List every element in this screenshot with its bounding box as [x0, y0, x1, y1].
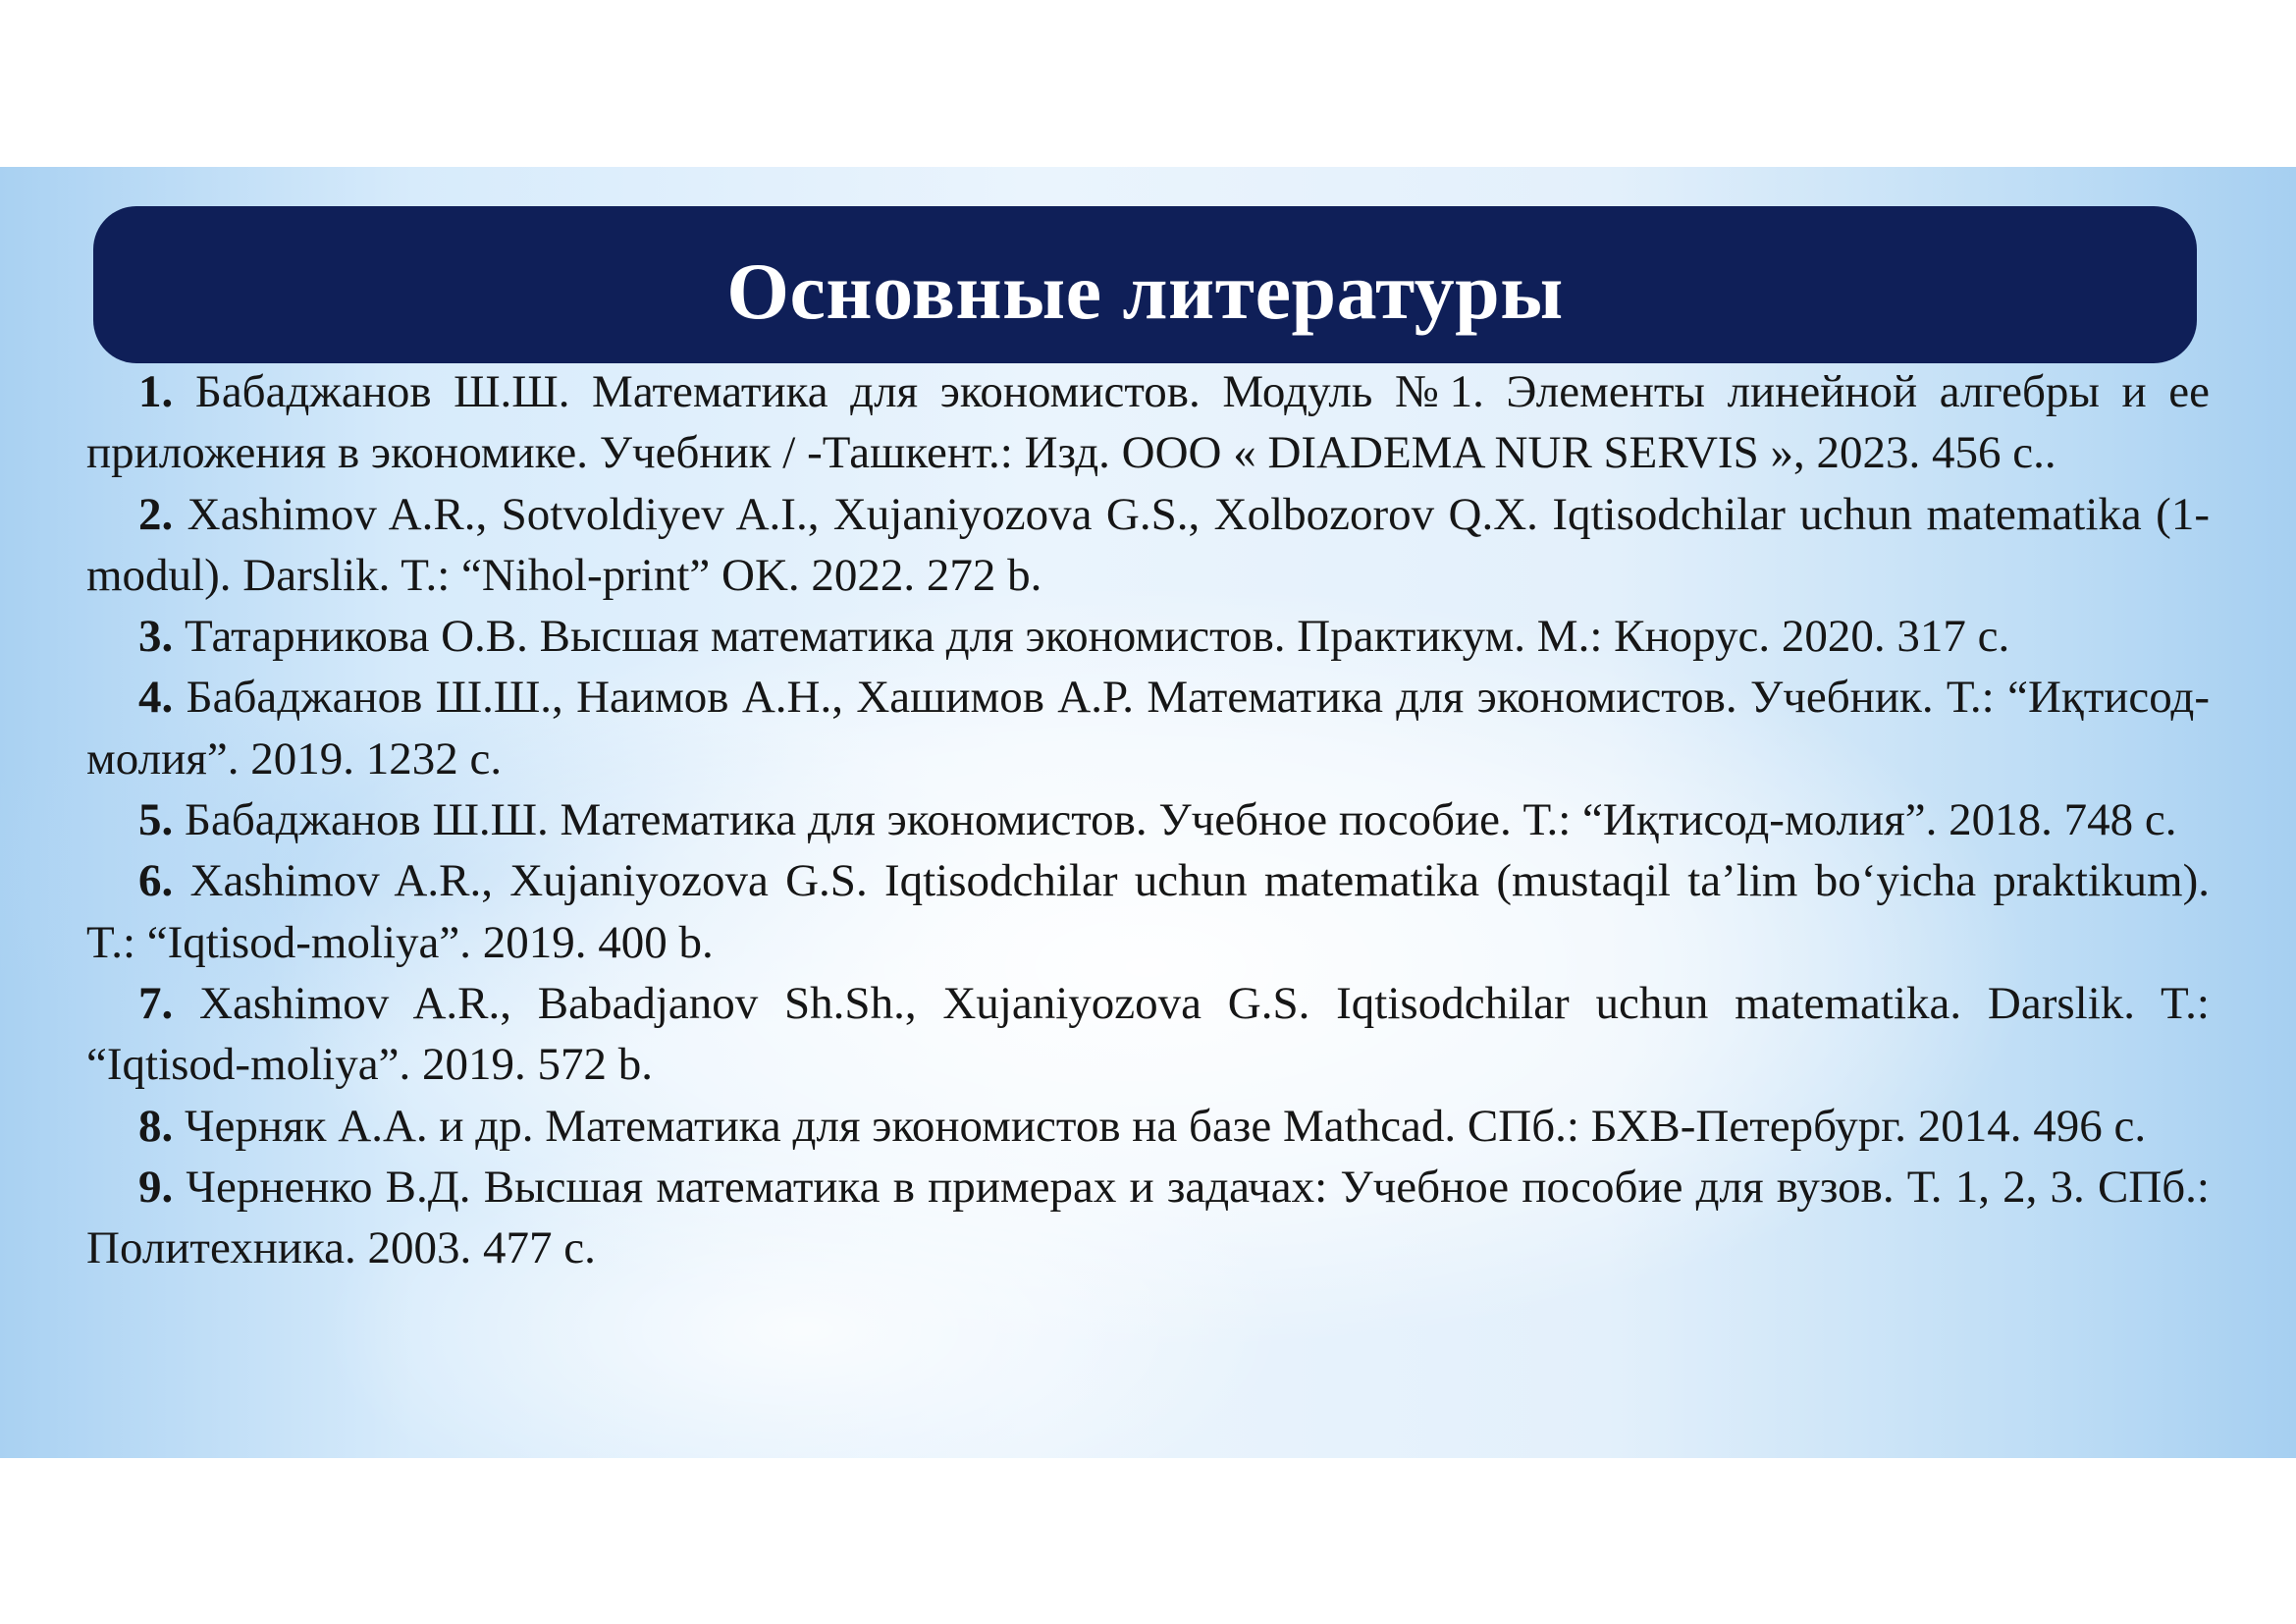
reference-item [86, 1157, 2210, 1279]
reference-text: Бабаджанов Ш.Ш. Математика для экономистов. Учебное пособие. Т.: “Иқтисод-молия”. 2018. 748 с. [173, 794, 2177, 846]
reference-text: Черняк А.А. и др. Математика для экономистов на базе Mathcad. СПб.: БХВ-Петербург. 2014. 496 с. [173, 1100, 2147, 1152]
reference-list [86, 361, 2210, 1278]
reference-item [86, 789, 2210, 850]
reference-number: 5. [138, 794, 174, 846]
reference-item [86, 606, 2210, 667]
reference-text: Xashimov A.R., Babadjanov Sh.Sh., Xujaniyozova G.S. Iqtisodchilar uchun matematika. Darslik. T.: “Iqtisod-moliya”. 2019. 572 b. [86, 977, 2210, 1091]
slide [0, 167, 2296, 1458]
reference-item [86, 667, 2210, 789]
reference-text: Xashimov A.R., Xujaniyozova G.S. Iqtisodchilar uchun matematika (mustaqil ta’lim bo‘yicha praktikum). T.: “Iqtisod-moliya”. 2019. 400 b. [86, 855, 2210, 968]
reference-text: Черненко В.Д. Высшая математика в примерах и задачах: Учебное пособие для вузов. Т. 1, 2, 3. СПб.: Политехника. 2003. 477 с. [86, 1161, 2210, 1274]
reference-text: Xashimov A.R., Sotvoldiyev A.I., Xujaniyozova G.S., Xolbozorov Q.X. Iqtisodchilar uchun matematika (1-modul). Darslik. T.: “Nihol-print” OK. 2022. 272 b. [86, 488, 2210, 601]
reference-number: 3. [138, 611, 174, 663]
reference-text: Татарникова О.В. Высшая математика для экономистов. Практикум. М.: Кнорус. 2020. 317 с. [173, 611, 2010, 663]
reference-number: 8. [138, 1100, 174, 1152]
reference-text: Бабаджанов Ш.Ш., Наимов А.Н., Хашимов А.Р. Математика для экономистов. Учебник. Т.: “Иқтисод-молия”. 2019. 1232 с. [86, 672, 2210, 785]
reference-number: 6. [138, 855, 174, 907]
reference-item [86, 850, 2210, 973]
reference-item [86, 973, 2210, 1096]
reference-number: 9. [138, 1161, 174, 1213]
reference-number: 4. [138, 672, 174, 724]
reference-number: 1. [138, 366, 174, 417]
reference-item [86, 484, 2210, 607]
reference-text: Бабаджанов Ш.Ш. Математика для экономистов. Модуль №1. Элементы линейной алгебры и ее приложения в экономике. Учебник / -Ташкент.: Изд. ООО « DIADEMA NUR SERVIS », 2023. 456 с.. [86, 366, 2210, 479]
title-banner [93, 206, 2197, 363]
reference-item [86, 1096, 2210, 1157]
reference-number: 2. [138, 488, 174, 540]
reference-item [86, 361, 2210, 484]
slide-title: Основные литературы [726, 246, 1564, 336]
reference-number: 7. [138, 977, 174, 1029]
